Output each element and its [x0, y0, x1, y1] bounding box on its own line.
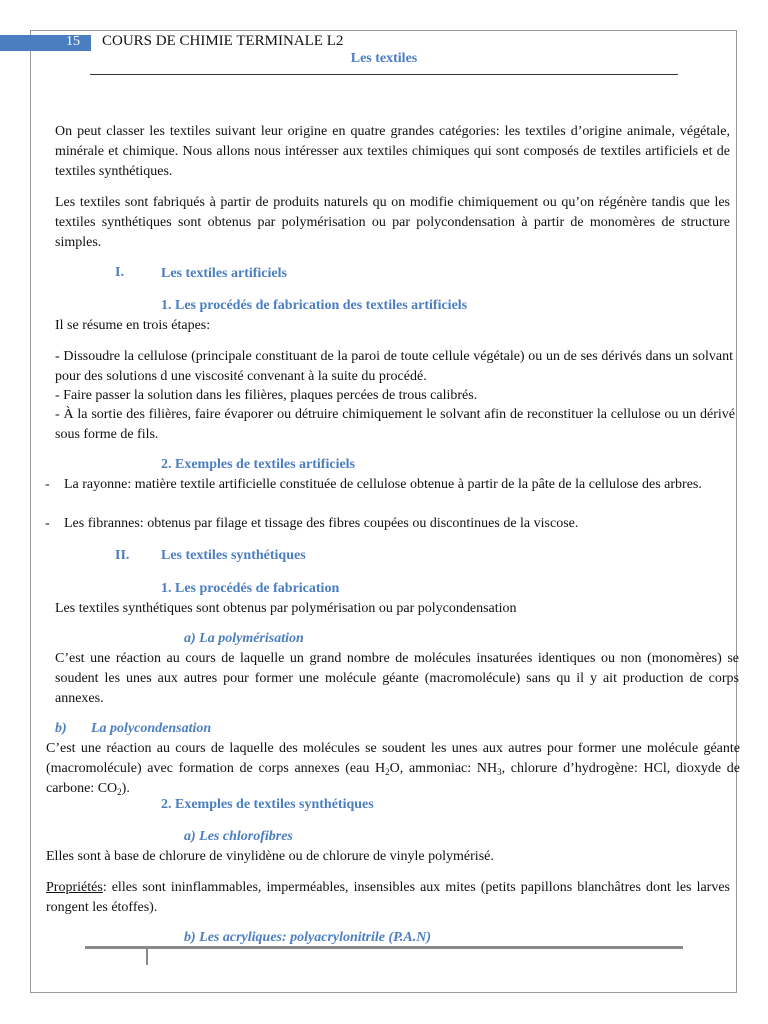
section-2-title: Les textiles synthétiques — [161, 548, 306, 563]
footer-tick — [146, 949, 148, 965]
polycondensation-label: b) — [55, 721, 67, 736]
section-1-number: I. — [115, 265, 124, 280]
section-1-sub1-title: 1. Les procédés de fabrication des textiles artificiels — [161, 298, 468, 313]
polymerisation-title: a) La polymérisation — [184, 631, 304, 646]
section-2-sub1-title: 1. Les procédés de fabrication — [161, 581, 340, 596]
intro-paragraph-1: On peut classer les textiles suivant leur origine en quatre grandes catégories: les textiles d’origine animale, végétale, minérale et chimique. Nous allons nous intéresser aux textiles chimiques qui sont composés de textiles artificiels et de textiles synthétiques. — [55, 124, 730, 179]
section-1-sub2-title: 2. Exemples de textiles artificiels — [161, 457, 356, 472]
section-2-sub1-intro: Les textiles synthétiques sont obtenus par polymérisation ou par polycondensation — [55, 601, 517, 616]
section-2-sub2-title: 2. Exemples de textiles synthétiques — [161, 797, 374, 812]
chapter-title: Les textiles — [350, 51, 418, 66]
example-fibrannes: Les fibrannes: obtenus par filage et tissage des fibres coupées ou discontinues de la viscose. — [64, 516, 579, 531]
bullet-dash-1: - — [45, 477, 50, 492]
course-title: COURS DE CHIMIE TERMINALE L2 — [102, 33, 344, 49]
step-3: - À la sortie des filières, faire évaporer ou détruire chimiquement le solvant afin de reconstituer la cellulose ou un dérivé sous forme de fils. — [55, 407, 735, 442]
properties-label: Propriétés — [46, 880, 103, 895]
footer-rule — [85, 946, 683, 949]
step-2: - Faire passer la solution dans les filières, plaques percées de trous calibrés. — [55, 388, 478, 403]
page-number: 15 — [66, 34, 80, 49]
chlorofibres-properties: Propriétés: elles sont ininflammables, imperméables, insensibles aux mites (petits papillons blanchâtres dont les larves rongent les étoffes). — [46, 880, 730, 915]
polycondensation-text: C’est une réaction au cours de laquelle des molécules se soudent les unes aux autres pour former une molécule géante (macromolécule) avec formation de corps annexes (eau $H_2O$, ammoniac: $NH_3$, chlorure d’hydrogène: HCl, dioxyde de carbone: $CO_2$). — [46, 741, 740, 797]
section-1-title: Les textiles artificiels — [161, 266, 287, 281]
polycondensation-title: La polycondensation — [91, 721, 212, 736]
section-1-sub1-intro: Il se résume en trois étapes: — [55, 318, 211, 333]
chlorofibres-text: Elles sont à base de chlorure de vinylidène ou de chlorure de vinyle polymérisé. — [46, 849, 494, 864]
step-1: - Dissoudre la cellulose (principale constituant de la paroi de toute cellule végétale) ou un de ses dérivés dans un solvant pour des solutions d une viscosité convenant à la suite du procédé. — [55, 349, 733, 384]
example-rayonne: La rayonne: matière textile artificielle constituée de cellulose obtenue à partir de la pâte de la cellulose des arbres. — [64, 477, 702, 492]
chlorofibres-title: a) Les chlorofibres — [184, 829, 293, 844]
acryliques-title: b) Les acryliques: polyacrylonitrile (P.A.N) — [184, 930, 432, 945]
header-rule — [90, 74, 678, 75]
polymerisation-text: C’est une réaction au cours de laquelle un grand nombre de molécules insaturées identiques ou non (monomères) se soudent les unes aux autres pour former une molécule géante (macromolécule) sans qu il y ait production de corps annexes. — [55, 651, 739, 706]
bullet-dash-2: - — [45, 516, 50, 531]
section-2-number: II. — [115, 548, 130, 563]
intro-paragraph-2: Les textiles sont fabriqués à partir de produits naturels qu on modifie chimiquement ou qu’on régénère tandis que les textiles synthétiques sont obtenus par polymérisation ou par polycondensation à partir de monomères de structure simples. — [55, 195, 730, 250]
